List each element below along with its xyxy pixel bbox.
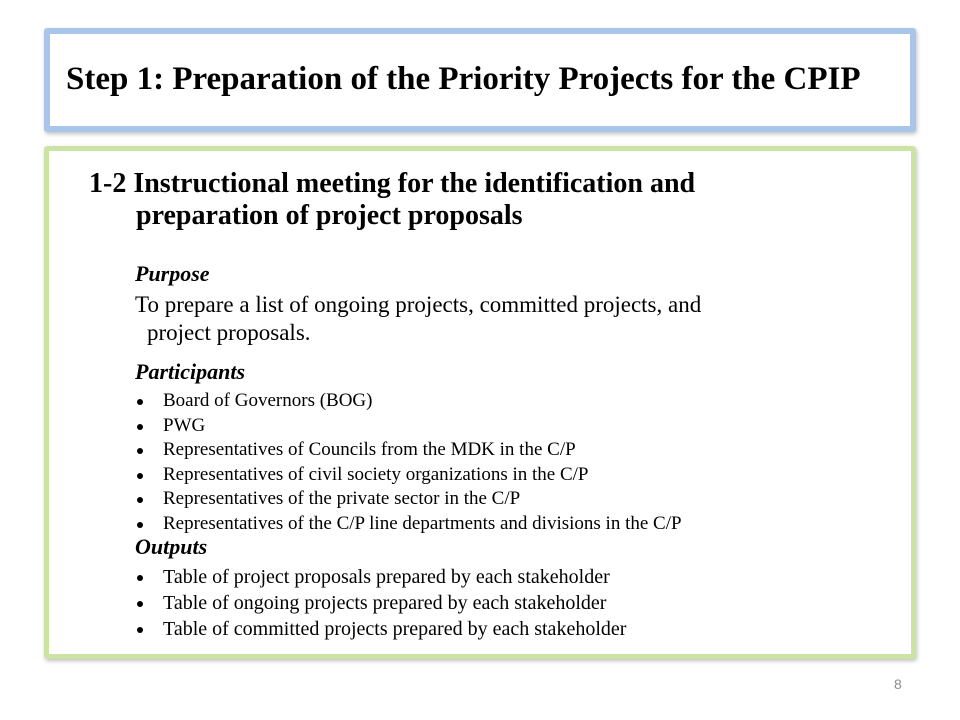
output-text: Table of project proposals prepared by each stakeholder [163, 566, 610, 588]
heading-line-1: 1-2 Instructional meeting for the identification and [89, 168, 696, 199]
list-item [135, 438, 682, 463]
participant-text: Representatives of the private sector in the C/P [163, 488, 521, 509]
bullet-icon [137, 601, 143, 607]
outputs-label: Outputs [135, 534, 208, 559]
list-item [135, 590, 626, 616]
output-text: Table of ongoing projects prepared by each stakeholder [163, 592, 607, 614]
participant-text: PWG [163, 414, 206, 436]
list-item [135, 463, 682, 488]
bullet-icon [137, 424, 143, 430]
list-item [135, 389, 682, 414]
participant-text: Representatives of Councils from the MDK in the C/P [163, 439, 576, 460]
participants-list [135, 389, 682, 536]
bullet-icon [137, 399, 143, 405]
content-box [44, 146, 916, 659]
bullet-icon [137, 522, 143, 528]
list-item [135, 616, 626, 642]
purpose-text [135, 291, 701, 347]
list-item [135, 487, 682, 512]
purpose-line-2: project proposals. [147, 320, 311, 345]
section-heading [89, 168, 695, 232]
participants-label: Participants [135, 359, 246, 384]
bullet-icon [137, 627, 143, 633]
bullet-icon [137, 448, 143, 454]
purpose-line-1: To prepare a list of ongoing projects, committed projects, and [135, 292, 702, 317]
participant-text: Representatives of civil society organizations in the C/P [163, 463, 589, 485]
participant-text: Representatives of the C/P line departments and divisions in the C/P [163, 512, 682, 534]
bullet-icon [137, 473, 143, 479]
participant-text: Board of Governors (BOG) [163, 390, 373, 411]
bullet-icon [137, 497, 143, 503]
page-number: 8 [894, 676, 902, 692]
bullet-icon [137, 575, 143, 581]
output-text: Table of committed projects prepared by each stakeholder [163, 618, 627, 640]
list-item [135, 414, 682, 439]
list-item [135, 512, 682, 537]
slide-title: Step 1: Preparation of the Priority Projects for the CPIP [66, 61, 861, 97]
purpose-label: Purpose [135, 261, 210, 286]
title-box [44, 28, 916, 132]
list-item [135, 564, 626, 590]
outputs-list [135, 564, 626, 642]
heading-line-2: preparation of project proposals [136, 200, 523, 231]
